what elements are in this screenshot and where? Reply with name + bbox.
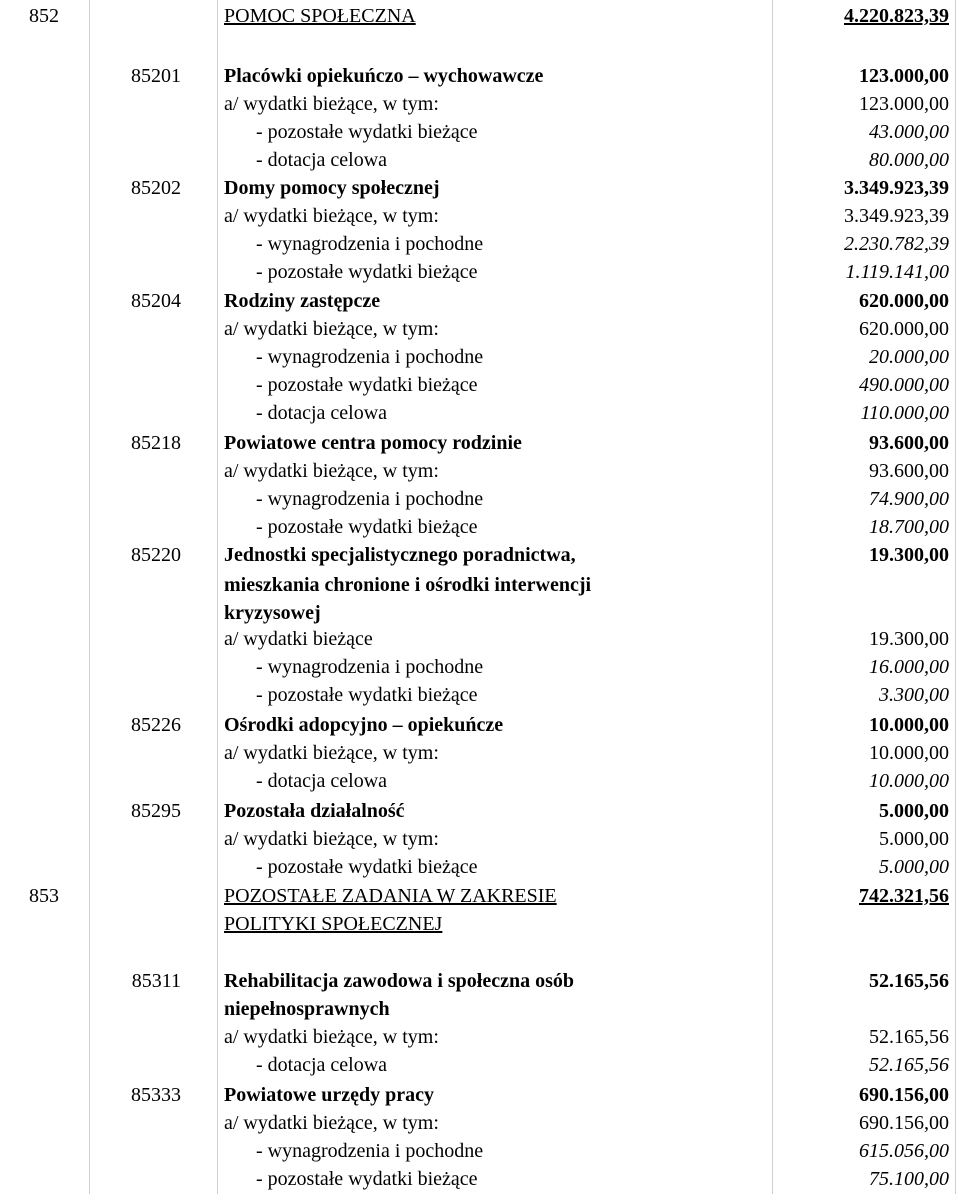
item-name: - pozostałe wydatki bieżące bbox=[256, 1168, 478, 1190]
table-row bbox=[0, 739, 960, 767]
table-row bbox=[0, 1023, 960, 1051]
amount-value: 5.000,00 bbox=[879, 856, 949, 878]
section-row bbox=[0, 882, 960, 910]
amount-value: 10.000,00 bbox=[869, 714, 949, 736]
item-name: Domy pomocy społecznej bbox=[224, 177, 440, 199]
amount-value: 123.000,00 bbox=[859, 93, 949, 115]
amount-value: 52.165,56 bbox=[869, 1026, 949, 1048]
chapter-row bbox=[0, 797, 960, 825]
amount-value: 690.156,00 bbox=[859, 1084, 949, 1106]
amount-value: 43.000,00 bbox=[869, 121, 949, 143]
amount-value: 3.349.923,39 bbox=[844, 177, 949, 199]
section-row bbox=[0, 2, 960, 30]
table-row bbox=[0, 513, 960, 541]
amount-value: 52.165,56 bbox=[869, 970, 949, 992]
table-row bbox=[0, 118, 960, 146]
chapter-row bbox=[0, 995, 960, 1023]
amount-value: 20.000,00 bbox=[869, 346, 949, 368]
amount-value: 19.300,00 bbox=[869, 544, 949, 566]
division-code: 853 bbox=[29, 885, 59, 907]
table-row bbox=[0, 1165, 960, 1193]
item-name: Placówki opiekuńczo – wychowawcze bbox=[224, 65, 544, 87]
amount-value: 93.600,00 bbox=[869, 432, 949, 454]
amount-value: 615.056,00 bbox=[859, 1140, 949, 1162]
table-row bbox=[0, 825, 960, 853]
item-name: a/ wydatki bieżące, w tym: bbox=[224, 205, 439, 227]
item-name: mieszkania chronione i ośrodki interwencji bbox=[224, 574, 592, 596]
item-name: POMOC SPOŁECZNA bbox=[224, 5, 416, 27]
table-row bbox=[0, 485, 960, 513]
amount-value: 1.119.141,00 bbox=[845, 261, 949, 283]
item-name: - wynagrodzenia i pochodne bbox=[256, 1140, 484, 1162]
chapter-row bbox=[0, 967, 960, 995]
amount-value: 123.000,00 bbox=[859, 65, 949, 87]
amount-value: 5.000,00 bbox=[879, 828, 949, 850]
item-name: POZOSTAŁE ZADANIA W ZAKRESIE bbox=[224, 885, 557, 907]
item-name: Jednostki specjalistycznego poradnictwa, bbox=[224, 544, 576, 566]
amount-value: 4.220.823,39 bbox=[844, 5, 949, 27]
amount-value: 3.349.923,39 bbox=[844, 205, 949, 227]
chapter-code: 85201 bbox=[131, 65, 181, 87]
item-name: a/ wydatki bieżące, w tym: bbox=[224, 93, 439, 115]
item-name: - dotacja celowa bbox=[256, 402, 388, 424]
table-row bbox=[0, 315, 960, 343]
item-name: - pozostałe wydatki bieżące bbox=[256, 516, 478, 538]
item-name: - pozostałe wydatki bieżące bbox=[256, 684, 478, 706]
table-row bbox=[0, 1137, 960, 1165]
item-name: - pozostałe wydatki bieżące bbox=[256, 856, 478, 878]
chapter-code: 85220 bbox=[131, 544, 181, 566]
chapter-code: 85218 bbox=[131, 432, 181, 454]
chapter-row bbox=[0, 711, 960, 739]
item-name: - dotacja celowa bbox=[256, 770, 388, 792]
amount-value: 18.700,00 bbox=[869, 516, 949, 538]
table-row bbox=[0, 853, 960, 881]
chapter-row bbox=[0, 287, 960, 315]
amount-value: 75.100,00 bbox=[869, 1168, 949, 1190]
item-name: Rodziny zastępcze bbox=[224, 290, 381, 312]
chapter-row bbox=[0, 429, 960, 457]
item-name: - dotacja celowa bbox=[256, 149, 388, 171]
item-name: - pozostałe wydatki bieżące bbox=[256, 121, 478, 143]
item-name: - wynagrodzenia i pochodne bbox=[256, 488, 484, 510]
amount-value: 2.230.782,39 bbox=[844, 233, 949, 255]
table-row bbox=[0, 343, 960, 371]
amount-value: 110.000,00 bbox=[860, 402, 949, 424]
table-row bbox=[0, 202, 960, 230]
chapter-row bbox=[0, 599, 960, 627]
table-row bbox=[0, 767, 960, 795]
amount-value: 690.156,00 bbox=[859, 1112, 949, 1134]
table-row bbox=[0, 146, 960, 174]
amount-value: 10.000,00 bbox=[869, 742, 949, 764]
table-row bbox=[0, 230, 960, 258]
chapter-row bbox=[0, 541, 960, 569]
item-name: - wynagrodzenia i pochodne bbox=[256, 656, 484, 678]
amount-value: 80.000,00 bbox=[869, 149, 949, 171]
item-name: Pozostała działalność bbox=[224, 800, 405, 822]
amount-value: 19.300,00 bbox=[869, 628, 949, 650]
item-name: a/ wydatki bieżące bbox=[224, 628, 373, 650]
amount-value: 74.900,00 bbox=[869, 488, 949, 510]
chapter-row bbox=[0, 174, 960, 202]
amount-value: 742.321,56 bbox=[859, 885, 949, 907]
item-name: a/ wydatki bieżące, w tym: bbox=[224, 1112, 439, 1134]
chapter-code: 85204 bbox=[131, 290, 181, 312]
chapter-code: 85311 bbox=[131, 970, 181, 992]
item-name: - wynagrodzenia i pochodne bbox=[256, 233, 484, 255]
amount-value: 10.000,00 bbox=[869, 770, 949, 792]
item-name: - pozostałe wydatki bieżące bbox=[256, 261, 478, 283]
table-row bbox=[0, 371, 960, 399]
amount-value: 16.000,00 bbox=[869, 656, 949, 678]
item-name: kryzysowej bbox=[224, 602, 321, 624]
table-row bbox=[0, 625, 960, 653]
chapter-code: 85226 bbox=[131, 714, 181, 736]
amount-value: 620.000,00 bbox=[859, 290, 949, 312]
chapter-row bbox=[0, 62, 960, 90]
item-name: - dotacja celowa bbox=[256, 1054, 388, 1076]
amount-value: 93.600,00 bbox=[869, 460, 949, 482]
item-name: a/ wydatki bieżące, w tym: bbox=[224, 828, 439, 850]
chapter-row bbox=[0, 571, 960, 599]
item-name: Powiatowe urzędy pracy bbox=[224, 1084, 434, 1106]
chapter-code: 85333 bbox=[131, 1084, 181, 1106]
amount-value: 5.000,00 bbox=[879, 800, 949, 822]
table-row bbox=[0, 1109, 960, 1137]
amount-value: 490.000,00 bbox=[859, 374, 949, 396]
section-row bbox=[0, 910, 960, 938]
item-name: a/ wydatki bieżące, w tym: bbox=[224, 1026, 439, 1048]
item-name: Ośrodki adopcyjno – opiekuńcze bbox=[224, 714, 504, 736]
item-name: Rehabilitacja zawodowa i społeczna osób bbox=[224, 970, 574, 992]
chapter-code: 85295 bbox=[131, 800, 181, 822]
table-row bbox=[0, 258, 960, 286]
amount-value: 620.000,00 bbox=[859, 318, 949, 340]
item-name: a/ wydatki bieżące, w tym: bbox=[224, 742, 439, 764]
table-row bbox=[0, 457, 960, 485]
item-name: - wynagrodzenia i pochodne bbox=[256, 346, 484, 368]
table-row bbox=[0, 681, 960, 709]
table-row bbox=[0, 399, 960, 427]
table-row bbox=[0, 653, 960, 681]
amount-value: 52.165,56 bbox=[869, 1054, 949, 1076]
item-name: a/ wydatki bieżące, w tym: bbox=[224, 460, 439, 482]
item-name: niepełnosprawnych bbox=[224, 998, 390, 1020]
item-name: POLITYKI SPOŁECZNEJ bbox=[224, 913, 443, 935]
item-name: - pozostałe wydatki bieżące bbox=[256, 374, 478, 396]
table-row bbox=[0, 90, 960, 118]
table-row bbox=[0, 1051, 960, 1079]
division-code: 852 bbox=[29, 5, 59, 27]
item-name: Powiatowe centra pomocy rodzinie bbox=[224, 432, 522, 454]
chapter-row bbox=[0, 1081, 960, 1109]
amount-value: 3.300,00 bbox=[879, 684, 949, 706]
chapter-code: 85202 bbox=[131, 177, 181, 199]
item-name: a/ wydatki bieżące, w tym: bbox=[224, 318, 439, 340]
